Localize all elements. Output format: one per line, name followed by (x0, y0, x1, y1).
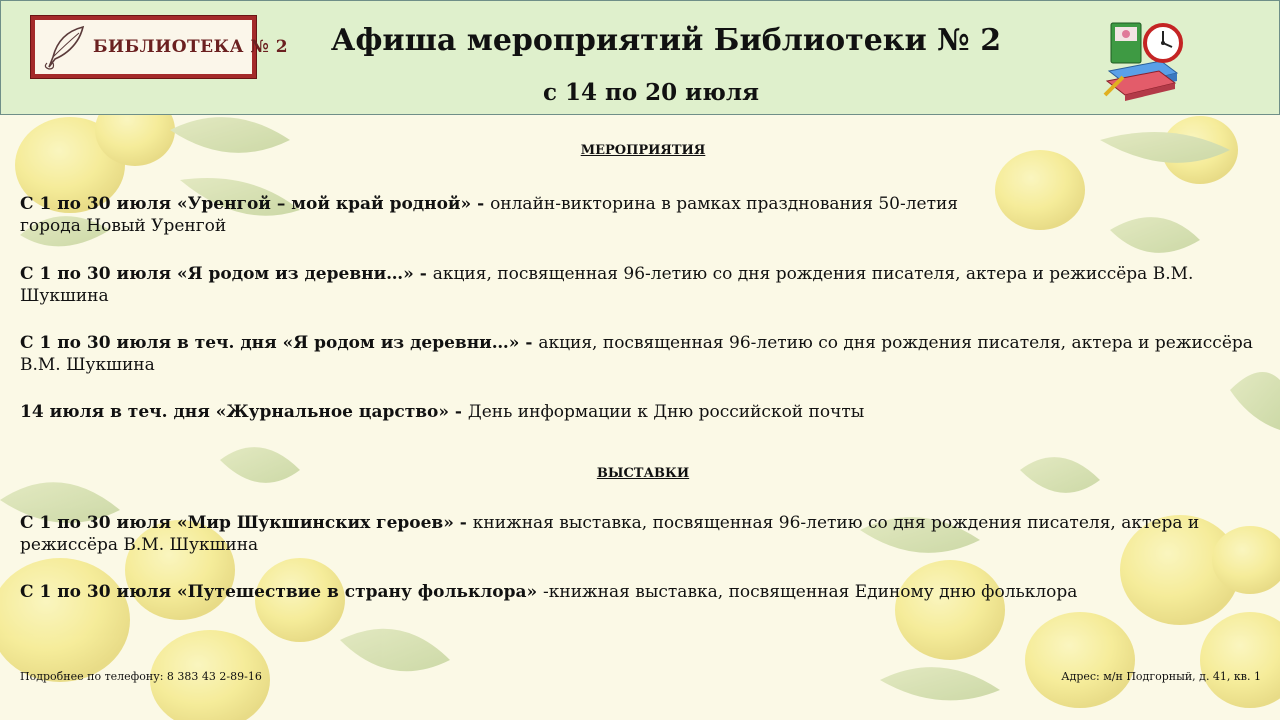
books-clock-icon (1101, 15, 1193, 103)
exhibit-description: -книжная выставка, посвященная Единому дню фольклора (543, 582, 1078, 602)
event-date-title: С 1 по 30 июля «Я родом из деревни…» - (20, 264, 433, 284)
exhibit-description: книжная выставка, посвященная 96-летию со дня рождения писателя, актера и режиссёра В.М. Шукшина (20, 513, 1200, 555)
event-description: акция, посвященная 96-летию со дня рождения писателя, актера и режиссёра В.М. Шукшина (20, 333, 1253, 375)
event-description: акция, посвященная 96-летию со дня рождения писателя, актера и режиссёра В.М. Шукшина (20, 264, 1194, 306)
exhibits-section-heading: ВЫСТАВКИ (596, 466, 690, 481)
page-title: Афиша мероприятий Библиотеки № 2 (330, 23, 1002, 58)
library-logo-text: БИБЛИОТЕКА № 2 (93, 37, 289, 57)
event-date-title: С 1 по 30 июля в теч. дня «Я родом из деревни…» - (20, 333, 539, 353)
library-logo (30, 15, 289, 79)
exhibit-item (20, 581, 1266, 603)
exhibit-date-title: С 1 по 30 июля «Путешествие в страну фольклора» (20, 582, 544, 602)
event-description-cont: города Новый Уренгой (20, 216, 227, 236)
event-item (20, 332, 1266, 376)
date-range-subtitle: с 14 по 20 июля (542, 79, 760, 106)
event-description: День информации к Дню российской почты (467, 402, 865, 422)
exhibit-date-title: С 1 по 30 июля «Мир Шукшинских героев» - (20, 513, 473, 533)
header-banner (0, 0, 1280, 115)
contact-phone: Подробнее по телефону: 8 383 43 2-89-16 (20, 670, 262, 683)
event-date-title: 14 июля в теч. дня «Журнальное царство» - (20, 402, 468, 422)
exhibit-item (20, 512, 1266, 556)
event-description: онлайн-викторина в рамках празднования 50-летия (490, 194, 959, 214)
event-item (20, 401, 1266, 423)
library-address: Адрес: м/н Подгорный, д. 41, кв. 1 (1061, 670, 1261, 683)
quill-feather-icon (39, 23, 91, 71)
program-content (20, 130, 1266, 603)
events-section-heading: МЕРОПРИЯТИЯ (580, 143, 706, 158)
event-item (20, 193, 1266, 237)
event-item (20, 263, 1266, 307)
event-date-title: С 1 по 30 июля «Уренгой – мой край родной» - (20, 194, 491, 214)
